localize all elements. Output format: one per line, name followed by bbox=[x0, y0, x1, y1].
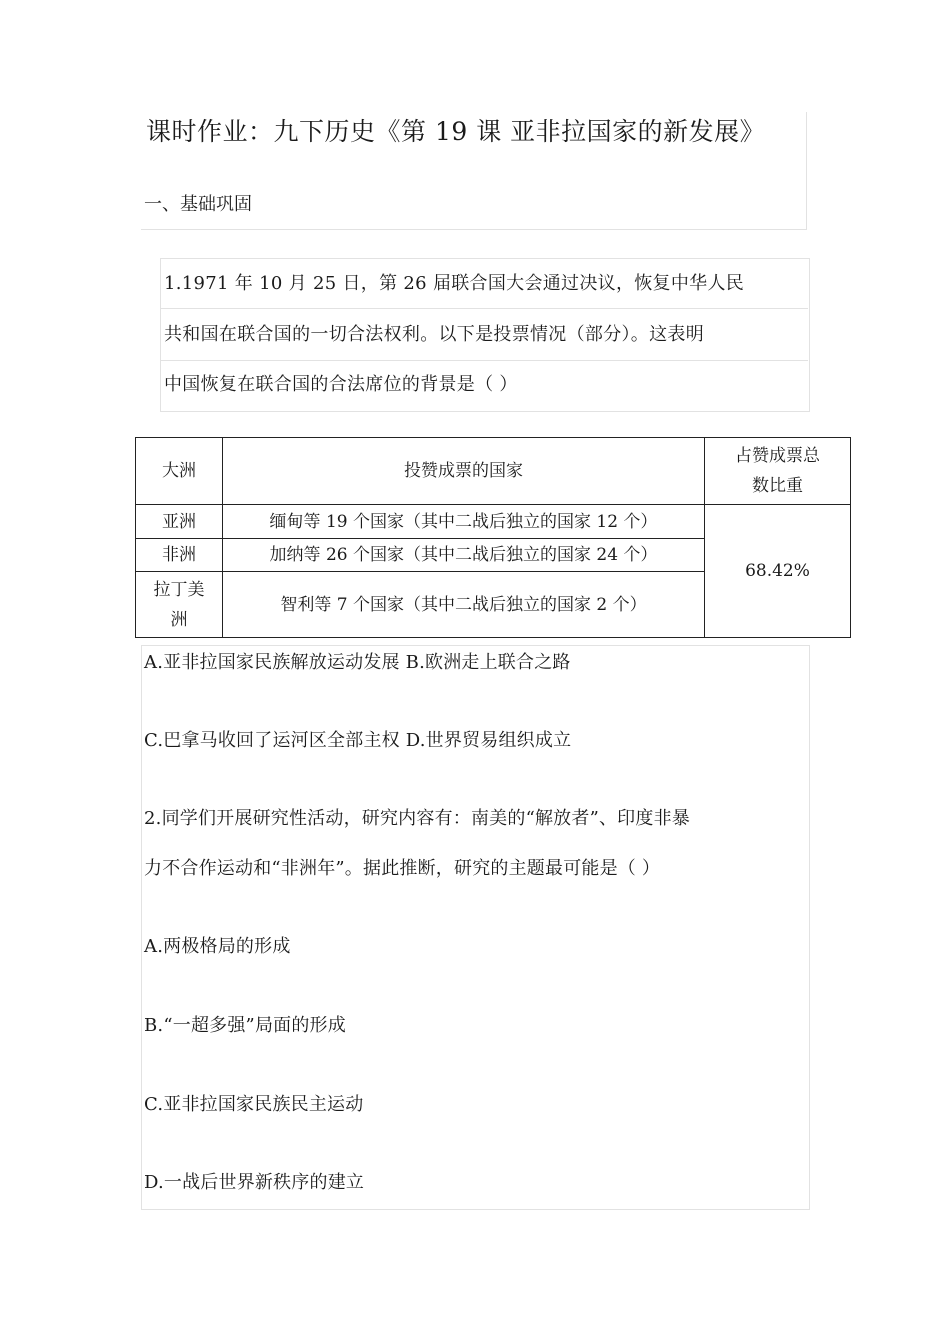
question-2-line-2: 力不合作运动和“非洲年”。据此推断，研究的主题最可能是（ ） bbox=[144, 858, 661, 879]
table-row bbox=[136, 505, 851, 539]
page-title: 课时作业：九下历史《第 19 课 亚非拉国家的新发展》 bbox=[146, 117, 766, 146]
countries-cell: 智利等 7 个国家（其中二战后独立的国家 2 个） bbox=[223, 572, 705, 638]
vote-table bbox=[135, 437, 851, 638]
header-share-text: 占赞成票总数比重 bbox=[735, 446, 820, 496]
countries-cell: 缅甸等 19 个国家（其中二战后独立的国家 12 个） bbox=[223, 505, 705, 539]
box-line bbox=[160, 360, 808, 361]
header-share bbox=[705, 438, 851, 505]
question-1-options-ab: A.亚非拉国家民族解放运动发展 B.欧洲走上联合之路 bbox=[144, 652, 571, 673]
question-2-option-b: B.“一超多强”局面的形成 bbox=[144, 1015, 346, 1036]
question-1-line-2: 共和国在联合国的一切合法权利。以下是投票情况（部分）。这表明 bbox=[164, 324, 704, 345]
countries-cell: 加纳等 26 个国家（其中二战后独立的国家 24 个） bbox=[223, 539, 705, 572]
continent-text: 拉丁美洲 bbox=[153, 579, 205, 630]
header-countries: 投赞成票的国家 bbox=[223, 438, 705, 505]
box-line bbox=[806, 112, 807, 230]
box-line bbox=[160, 308, 808, 309]
question-1-options-cd: C.巴拿马收回了运河区全部主权 D.世界贸易组织成立 bbox=[144, 730, 572, 751]
continent-cell: 亚洲 bbox=[136, 505, 223, 539]
question-1-line-3: 中国恢复在联合国的合法席位的背景是（ ） bbox=[164, 374, 518, 395]
question-2-option-d: D.一战后世界新秩序的建立 bbox=[144, 1172, 365, 1193]
question-2-option-a: A.两极格局的形成 bbox=[144, 936, 291, 957]
question-1-line-1: 1.1971 年 10 月 25 日，第 26 届联合国大会通过决议，恢复中华人民 bbox=[164, 273, 745, 294]
table-header-row bbox=[136, 438, 851, 505]
header-continent: 大洲 bbox=[136, 438, 223, 505]
box-line bbox=[141, 229, 807, 230]
continent-cell bbox=[136, 572, 223, 638]
continent-cell: 非洲 bbox=[136, 539, 223, 572]
question-2-line-1: 2.同学们开展研究性活动，研究内容有：南美的“解放者”、印度非暴 bbox=[144, 808, 690, 829]
section-heading: 一、基础巩固 bbox=[144, 194, 252, 215]
question-2-option-c: C.亚非拉国家民族民主运动 bbox=[144, 1094, 364, 1115]
share-cell: 68.42% bbox=[705, 505, 851, 638]
